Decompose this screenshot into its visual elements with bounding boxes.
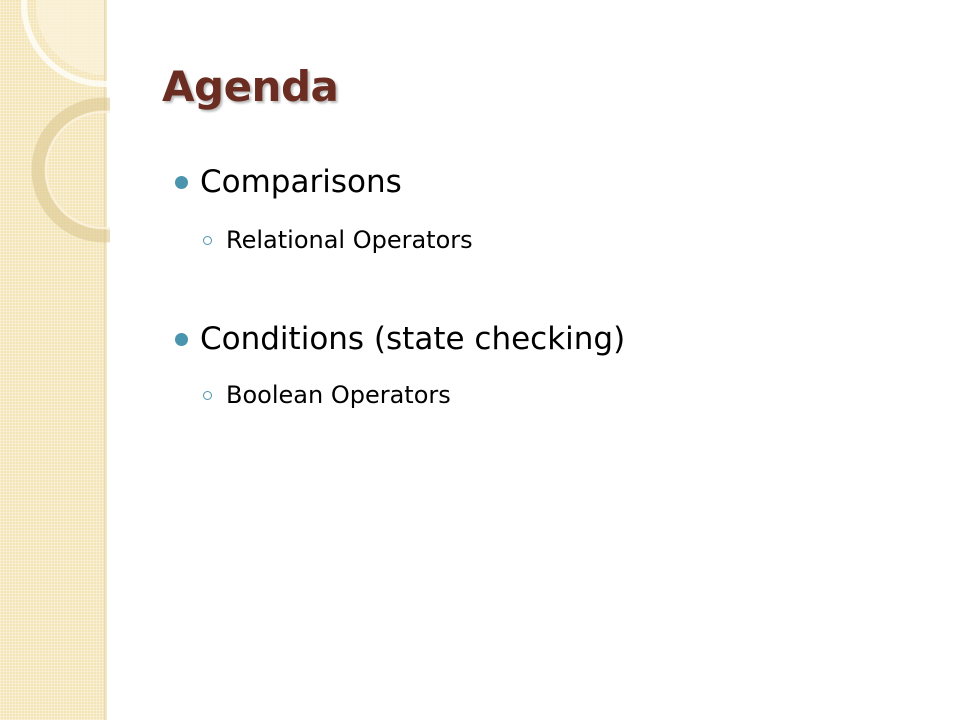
bullet-text: Conditions (state checking) xyxy=(200,321,626,357)
bullet-text: Comparisons xyxy=(200,164,402,200)
slide-title: Agenda xyxy=(162,62,339,111)
sub-bullet-text: Boolean Operators xyxy=(226,381,451,409)
bullet-item-conditions xyxy=(175,321,625,357)
sub-bullet-text: Relational Operators xyxy=(226,226,473,254)
sub-bullet-ring-icon xyxy=(203,391,212,400)
bullet-item-comparisons xyxy=(175,164,402,200)
sub-bullet-item-boolean-operators xyxy=(203,381,451,409)
bullet-dot-icon xyxy=(175,333,188,346)
arc-fill-top xyxy=(36,0,104,75)
sub-bullet-item-relational-operators xyxy=(203,226,473,254)
bullet-dot-icon xyxy=(175,176,188,189)
arc-ring-middle xyxy=(38,104,110,236)
decorative-circles xyxy=(0,0,110,250)
sub-bullet-ring-icon xyxy=(203,236,212,245)
